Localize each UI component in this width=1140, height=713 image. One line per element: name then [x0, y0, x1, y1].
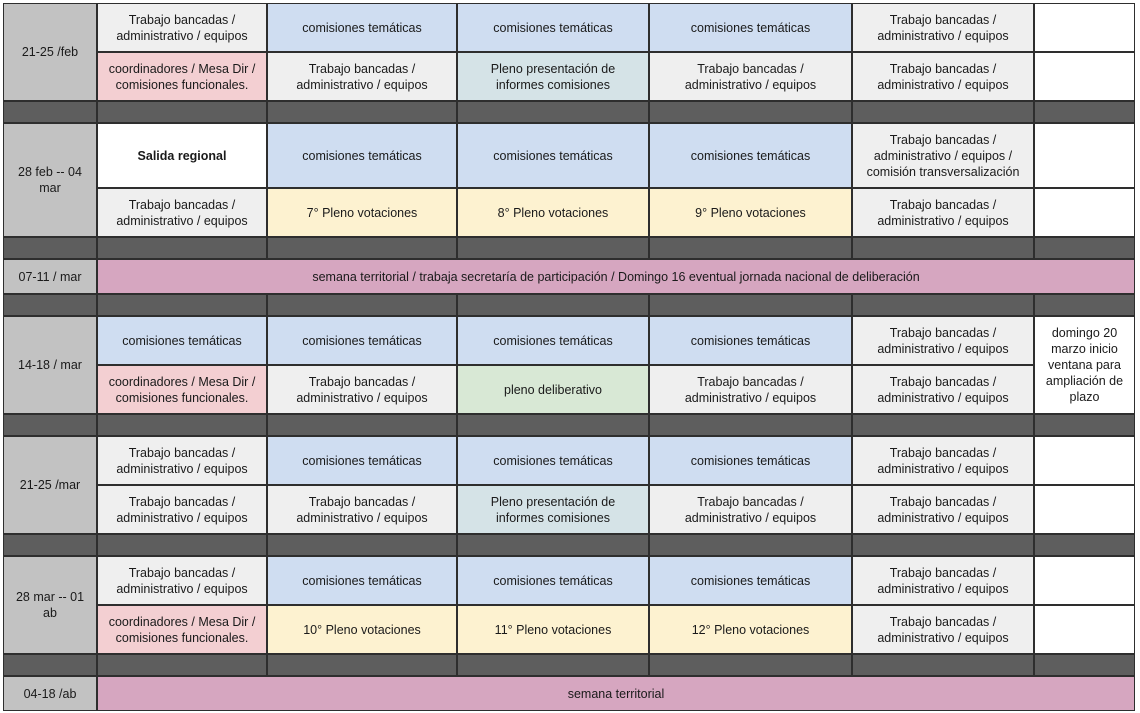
schedule-cell: 11° Pleno votaciones	[457, 605, 649, 654]
separator-cell	[267, 237, 457, 259]
separator-cell	[3, 237, 97, 259]
schedule-cell: Trabajo bancadas / administrativo / equipos	[852, 3, 1034, 52]
separator-cell	[457, 237, 649, 259]
schedule-cell: 7° Pleno votaciones	[267, 188, 457, 237]
separator-cell	[1034, 654, 1135, 676]
schedule-cell: Trabajo bancadas / administrativo / equipos	[852, 365, 1034, 414]
week-date-label: 04-18 /ab	[3, 676, 97, 711]
schedule-cell: coordinadores / Mesa Dir / comisiones funcionales.	[97, 365, 267, 414]
separator-cell	[852, 101, 1034, 123]
separator-cell	[649, 294, 852, 316]
schedule-cell: Trabajo bancadas / administrativo / equipos	[97, 485, 267, 534]
schedule-cell: comisiones temáticas	[267, 556, 457, 605]
schedule-cell: Trabajo bancadas / administrativo / equipos	[649, 52, 852, 101]
week-date-label: 28 mar -- 01 ab	[3, 556, 97, 654]
schedule-cell: 8° Pleno votaciones	[457, 188, 649, 237]
schedule-cell: Trabajo bancadas / administrativo / equipos	[852, 436, 1034, 485]
separator-cell	[1034, 534, 1135, 556]
separator-cell	[3, 534, 97, 556]
schedule-cell: Trabajo bancadas / administrativo / equipos	[97, 188, 267, 237]
schedule-cell: Trabajo bancadas / administrativo / equipos	[852, 316, 1034, 365]
schedule-cell: comisiones temáticas	[457, 316, 649, 365]
schedule-cell: Trabajo bancadas / administrativo / equipos	[852, 485, 1034, 534]
schedule-cell: comisiones temáticas	[267, 3, 457, 52]
schedule-cell: Trabajo bancadas / administrativo / equipos	[267, 365, 457, 414]
separator-cell	[457, 294, 649, 316]
separator-cell	[457, 414, 649, 436]
schedule-cell: Pleno presentación de informes comisiones	[457, 52, 649, 101]
separator-cell	[457, 101, 649, 123]
schedule-cell: comisiones temáticas	[649, 556, 852, 605]
separator-cell	[852, 534, 1034, 556]
separator-cell	[3, 294, 97, 316]
schedule-cell: 10° Pleno votaciones	[267, 605, 457, 654]
schedule-cell: Trabajo bancadas / administrativo / equipos	[267, 52, 457, 101]
separator-cell	[1034, 414, 1135, 436]
schedule-cell: Trabajo bancadas / administrativo / equipos	[852, 188, 1034, 237]
schedule-cell: Salida regional	[97, 123, 267, 188]
separator-cell	[852, 294, 1034, 316]
week-date-label: 21-25 /feb	[3, 3, 97, 101]
empty-cell	[1034, 556, 1135, 605]
separator-cell	[649, 414, 852, 436]
separator-cell	[267, 414, 457, 436]
schedule-cell: coordinadores / Mesa Dir / comisiones funcionales.	[97, 605, 267, 654]
schedule-cell: comisiones temáticas	[457, 123, 649, 188]
separator-cell	[97, 237, 267, 259]
separator-cell	[267, 294, 457, 316]
separator-cell	[1034, 101, 1135, 123]
schedule-cell: comisiones temáticas	[97, 316, 267, 365]
schedule-cell: 12° Pleno votaciones	[649, 605, 852, 654]
schedule-cell: Trabajo bancadas / administrativo / equipos	[97, 3, 267, 52]
separator-cell	[457, 534, 649, 556]
side-note: domingo 20 marzo inicio ventana para ampliación de plazo	[1034, 316, 1135, 414]
separator-cell	[1034, 237, 1135, 259]
schedule-cell: comisiones temáticas	[457, 3, 649, 52]
week-full-span: semana territorial / trabaja secretaría de participación / Domingo 16 eventual jornada nacional de deliberación	[97, 259, 1135, 294]
empty-cell	[1034, 485, 1135, 534]
separator-cell	[852, 237, 1034, 259]
week-date-label: 21-25 /mar	[3, 436, 97, 534]
separator-cell	[97, 414, 267, 436]
schedule-cell: comisiones temáticas	[457, 436, 649, 485]
schedule-cell: Trabajo bancadas / administrativo / equipos	[267, 485, 457, 534]
schedule-cell: Trabajo bancadas / administrativo / equipos / comisión transversalización	[852, 123, 1034, 188]
schedule-cell: comisiones temáticas	[267, 316, 457, 365]
separator-cell	[852, 414, 1034, 436]
schedule-cell: Trabajo bancadas / administrativo / equipos	[649, 485, 852, 534]
schedule-cell: Trabajo bancadas / administrativo / equipos	[852, 556, 1034, 605]
schedule-cell: 9° Pleno votaciones	[649, 188, 852, 237]
separator-cell	[97, 654, 267, 676]
schedule-cell: coordinadores / Mesa Dir / comisiones funcionales.	[97, 52, 267, 101]
separator-cell	[267, 101, 457, 123]
separator-cell	[852, 654, 1034, 676]
schedule-cell: comisiones temáticas	[457, 556, 649, 605]
separator-cell	[3, 654, 97, 676]
empty-cell	[1034, 436, 1135, 485]
separator-cell	[457, 654, 649, 676]
week-date-label: 07-11 / mar	[3, 259, 97, 294]
separator-cell	[97, 294, 267, 316]
schedule-cell: pleno deliberativo	[457, 365, 649, 414]
schedule-cell: Trabajo bancadas / administrativo / equipos	[649, 365, 852, 414]
separator-cell	[649, 654, 852, 676]
week-date-label: 28 feb -- 04 mar	[3, 123, 97, 237]
schedule-cell: Trabajo bancadas / administrativo / equipos	[97, 436, 267, 485]
separator-cell	[649, 237, 852, 259]
week-date-label: 14-18 / mar	[3, 316, 97, 414]
separator-cell	[1034, 294, 1135, 316]
schedule-cell: Trabajo bancadas / administrativo / equipos	[852, 605, 1034, 654]
schedule-cell: Pleno presentación de informes comisiones	[457, 485, 649, 534]
schedule-cell: Trabajo bancadas / administrativo / equipos	[852, 52, 1034, 101]
schedule-cell: comisiones temáticas	[649, 123, 852, 188]
separator-cell	[267, 534, 457, 556]
empty-cell	[1034, 188, 1135, 237]
schedule-cell: comisiones temáticas	[649, 316, 852, 365]
separator-cell	[97, 534, 267, 556]
week-full-span: semana territorial	[97, 676, 1135, 711]
separator-cell	[97, 101, 267, 123]
separator-cell	[649, 101, 852, 123]
empty-cell	[1034, 52, 1135, 101]
separator-cell	[649, 534, 852, 556]
schedule-cell: comisiones temáticas	[267, 123, 457, 188]
schedule-cell: comisiones temáticas	[649, 436, 852, 485]
empty-cell	[1034, 3, 1135, 52]
separator-cell	[3, 414, 97, 436]
separator-cell	[3, 101, 97, 123]
separator-cell	[267, 654, 457, 676]
schedule-cell: Trabajo bancadas / administrativo / equipos	[97, 556, 267, 605]
empty-cell	[1034, 605, 1135, 654]
schedule-cell: comisiones temáticas	[649, 3, 852, 52]
schedule-cell: comisiones temáticas	[267, 436, 457, 485]
empty-cell	[1034, 123, 1135, 188]
